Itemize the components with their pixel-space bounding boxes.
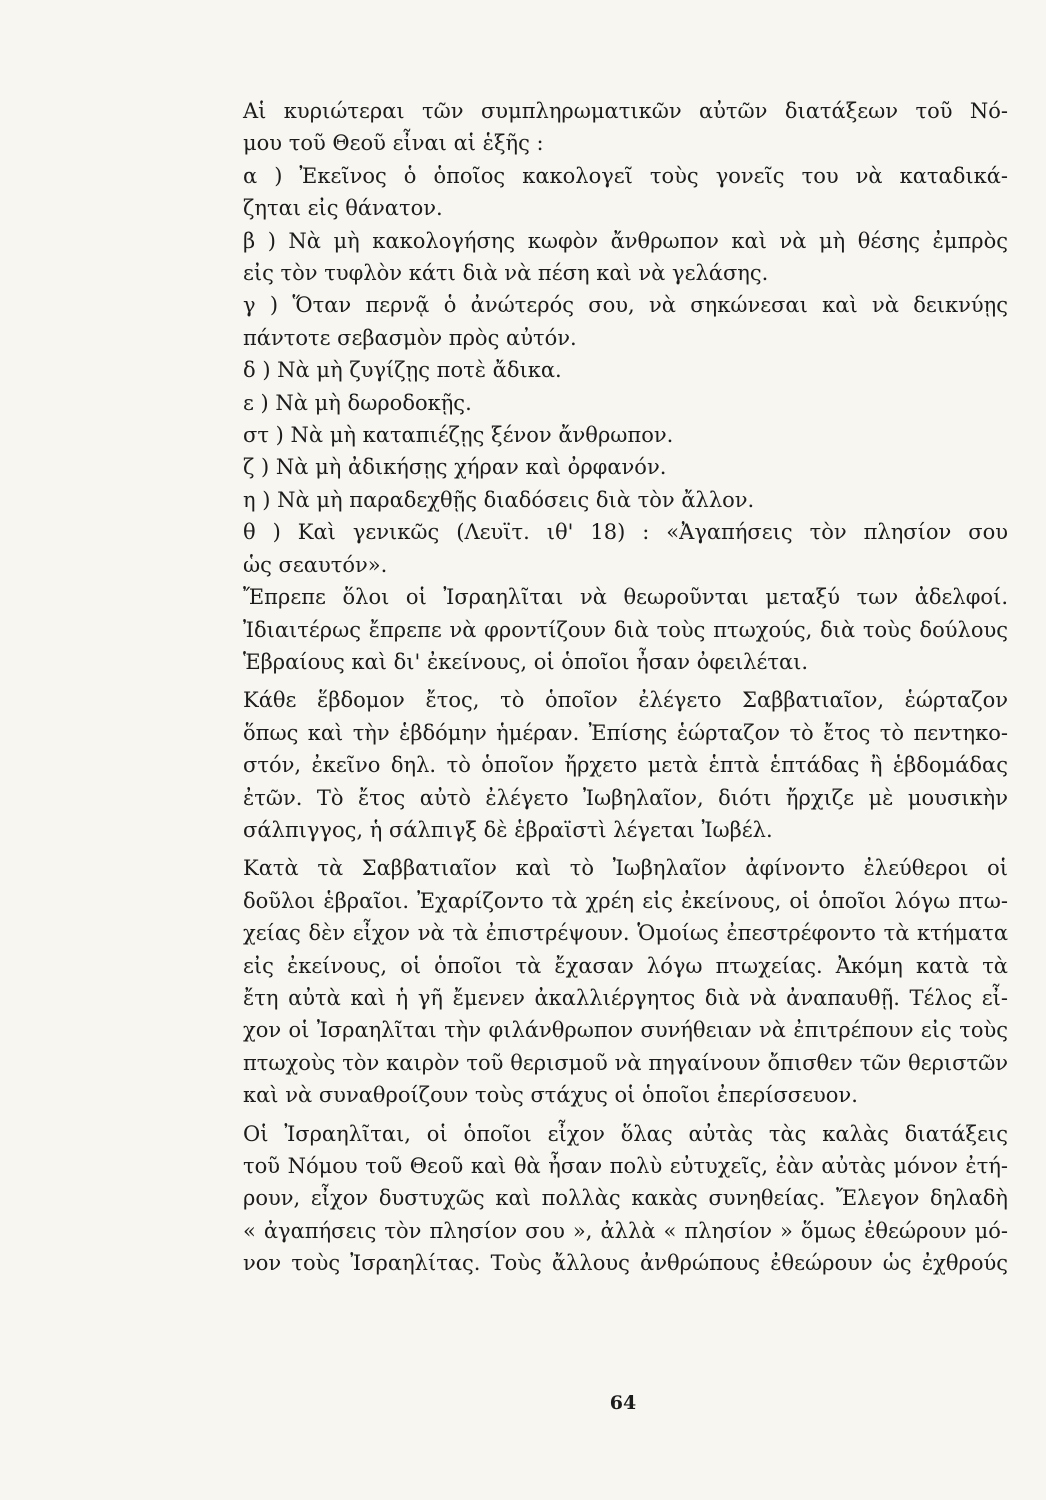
text-line: εἰς τὸν τυφλὸν κάτι διὰ νὰ πέση καὶ νὰ γελάσης. (243, 261, 769, 286)
text-line: πτωχοὺς τὸν καιρὸν τοῦ θερισμοῦ νὰ πηγαίνουν ὄπισθεν τῶν θεριστῶν (243, 1050, 1008, 1075)
text-line: νον τοὺς Ἰσραηλίτας. Τοὺς ἄλλους ἀνθρώπους ἐθεώρουν ὡς ἐχθρούς (243, 1251, 1008, 1276)
text-line: α ) Ἐκεῖνος ὁ ὁποῖος κακολογεῖ τοὺς γονεῖς του νὰ καταδικά- (243, 163, 1008, 188)
text-line: πάντοτε σεβασμὸν πρὸς αὐτόν. (243, 325, 577, 350)
text-line: θ ) Καὶ γενικῶς (Λευϊτ. ιθ' 18) : «Ἀγαπήσεις τὸν πλησίον σου (243, 520, 1008, 545)
text-line: τοῦ Νόμου τοῦ Θεοῦ καὶ θὰ ἦσαν πολὺ εὐτυχεῖς, ἐὰν αὐτὰς μόνον ἐτή- (243, 1154, 1008, 1178)
text-line: Κάθε ἕβδομον ἔτος, τὸ ὁποῖον ἐλέγετο Σαββατιαῖον, ἑώρταζον (243, 688, 1008, 713)
text-line: ζηται εἰς θάνατον. (243, 196, 443, 221)
text-line: σάλπιγγος, ἡ σάλπιγξ δὲ ἑβραϊστὶ λέγεται Ἰωβέλ. (243, 817, 773, 842)
text-line: δ ) Νὰ μὴ ζυγίζῃς ποτὲ ἄδικα. (243, 358, 562, 383)
text-line: « ἀγαπήσεις τὸν πλησίον σου », ἀλλὰ « πλησίον » ὅμως ἐθεώρουν μό- (243, 1218, 1008, 1243)
text-line: Ἔπρεπε ὅλοι οἱ Ἰσραηλῖται νὰ θεωροῦνται μεταξύ των ἀδελφοί. (243, 585, 1008, 610)
text-line: χείας δὲν εἶχον νὰ τὰ ἐπιστρέψουν. Ὁμοίως ἐπεστρέφοντο τὰ κτήματα (243, 921, 1008, 946)
text-line: εἰς ἐκείνους, οἱ ὁποῖοι τὰ ἔχασαν λόγω πτωχείας. Ἀκόμη κατὰ τὰ (243, 953, 1008, 978)
text-line: δοῦλοι ἑβραῖοι. Ἐχαρίζοντο τὰ χρέη εἰς ἐκείνους, οἱ ὁποῖοι λόγω πτω- (243, 888, 1008, 913)
text-line: β ) Νὰ μὴ κακολογήσης κωφὸν ἄνθρωπον καὶ νὰ μὴ θέσης ἐμπρὸς (243, 228, 1008, 253)
text-line: μου τοῦ Θεοῦ εἶναι αἱ ἑξῆς : (243, 131, 544, 156)
text-line: ζ ) Νὰ μὴ ἀδικήσῃς χήραν καὶ ὀρφανόν. (243, 455, 667, 480)
body-text (243, 95, 1008, 1280)
text-line: ὅπως καὶ τὴν ἑβδόμην ἡμέραν. Ἐπίσης ἑώρταζον τὸ ἔτος τὸ πεντηκο- (243, 720, 1008, 745)
text-line: καὶ νὰ συναθροίζουν τοὺς στάχυς οἱ ὁποῖοι ἐπερίσσευον. (243, 1083, 858, 1108)
text-line: χον οἱ Ἰσραηλῖται τὴν φιλάνθρωπον συνήθειαν νὰ ἐπιτρέπουν εἰς τοὺς (243, 1018, 1008, 1043)
text-line: στόν, ἐκεῖνο δηλ. τὸ ὁποῖον ἤρχετο μετὰ ἑπτὰ ἑπτάδας ἢ ἑβδομάδας (243, 753, 1008, 778)
text-line: ρουν, εἶχον δυστυχῶς καὶ πολλὰς κακὰς συνηθείας. Ἔλεγον δηλαδὴ (243, 1186, 1008, 1211)
text-line: Ἑβραίους καὶ δι' ἐκείνους, οἱ ὁποῖοι ἦσαν ὀφειλέται. (243, 649, 809, 674)
text-line: στ ) Νὰ μὴ καταπιέζῃς ξένον ἄνθρωπον. (243, 423, 674, 448)
text-line: ἔτη αὐτὰ καὶ ἡ γῆ ἔμενεν ἀκαλλιέργητος διὰ νὰ ἀναπαυθῇ. Τέλος εἶ- (243, 985, 1008, 1010)
text-line: Αἱ κυριώτεραι τῶν συμπληρωματικῶν αὐτῶν διατάξεων τοῦ Νό- (243, 99, 1008, 123)
text-line: ὡς σεαυτόν». (243, 552, 388, 577)
text-line: η ) Νὰ μὴ παραδεχθῇς διαδόσεις διὰ τὸν ἄλλον. (243, 487, 755, 512)
text-line: Οἱ Ἰσραηλῖται, οἱ ὁποῖοι εἶχον ὅλας αὐτὰς τὰς καλὰς διατάξεις (243, 1121, 1008, 1146)
text-line: ε ) Νὰ μὴ δωροδοκῇς. (243, 390, 472, 415)
text-line: Ἰδιαιτέρως ἔπρεπε νὰ φροντίζουν διὰ τοὺς πτωχούς, διὰ τοὺς δούλους (243, 617, 1008, 642)
page-number: 64 (609, 1392, 637, 1414)
text-line: γ ) Ὅταν περνᾷ ὁ ἀνώτερός σου, νὰ σηκώνεσαι καὶ νὰ δεικνύῃς (243, 293, 1008, 318)
text-line: ἐτῶν. Τὸ ἔτος αὐτὸ ἐλέγετο Ἰωβηλαῖον, διότι ἤρχιζε μὲ μουσικὴν (243, 785, 1008, 810)
text-line: Κατὰ τὰ Σαββατιαῖον καὶ τὸ Ἰωβηλαῖον ἀφίνοντο ἐλεύθεροι οἱ (243, 856, 1008, 881)
